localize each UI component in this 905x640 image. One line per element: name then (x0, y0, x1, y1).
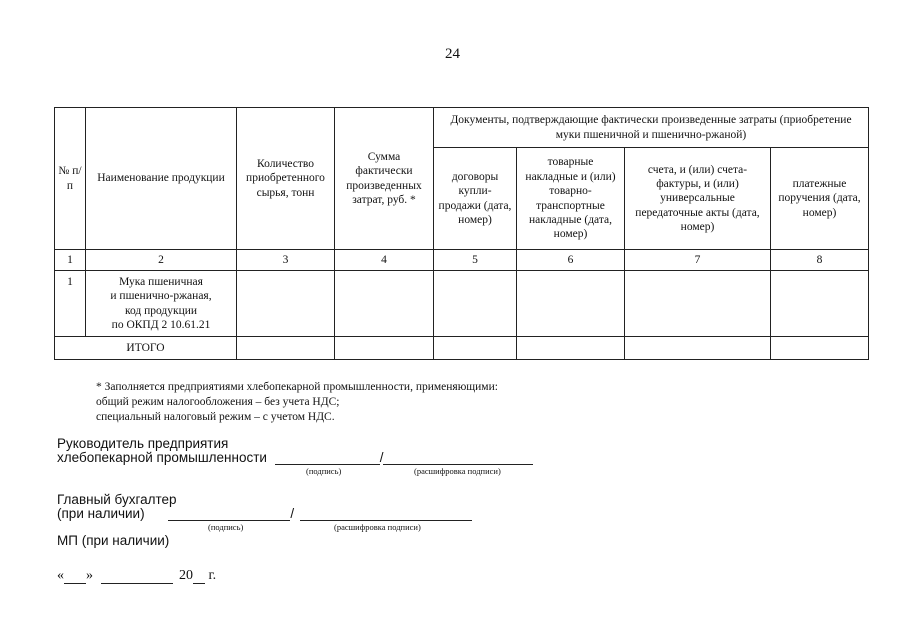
page-number: 24 (445, 46, 460, 62)
column-number: 4 (335, 250, 434, 271)
total-payments-cell[interactable] (771, 337, 869, 360)
total-waybills-cell[interactable] (517, 337, 625, 360)
head-signature-caption: (подпись) (306, 466, 342, 476)
accountant-signature-field[interactable] (168, 507, 290, 521)
total-contracts-cell[interactable] (434, 337, 517, 360)
total-quantity-cell[interactable] (237, 337, 335, 360)
row-sum-cell[interactable] (335, 271, 434, 337)
product-name-line: по ОКПД 2 10.61.21 (111, 318, 211, 331)
total-invoices-cell[interactable] (625, 337, 771, 360)
head-title-line-2: хлебопекарной промышленности (57, 450, 267, 465)
column-number: 8 (771, 250, 869, 271)
total-row (55, 337, 869, 360)
column-number: 6 (517, 250, 625, 271)
row-quantity-cell[interactable] (237, 271, 335, 337)
column-number-row (55, 250, 869, 271)
product-name-line: и пшенично-ржаная, (110, 290, 212, 303)
header-sum: Сумма фактически произведенных затрат, руб. * (335, 108, 434, 250)
header-invoices: счета, и (или) счета-фактуры, и (или) универсальные передаточные акты (дата, номер) (625, 148, 771, 250)
stamp-label: МП (при наличии) (57, 533, 170, 548)
total-label: ИТОГО (55, 337, 237, 360)
signature-separator: / (379, 450, 384, 465)
head-title-line-1: Руководитель предприятия (57, 436, 229, 451)
accountant-signature-caption: (подпись) (208, 522, 244, 532)
footnote-line: общий режим налогообложения – без учета НДС; (96, 396, 340, 408)
header-documents-group: Документы, подтверждающие фактически произведенные затраты (приобретение муки пшеничной и пшенично-ржаной) (434, 108, 869, 148)
accountant-title-line-2: (при наличии) (57, 506, 145, 521)
year-prefix: 20 (179, 568, 193, 583)
header-payments: платежные поручения (дата, номер) (771, 148, 869, 250)
head-signature-row (57, 450, 533, 465)
header-num: № п/п (55, 108, 86, 250)
header-waybills: товарные накладные и (или) товарно- транспортные накладные (дата, номер) (517, 148, 625, 250)
product-name-line: Мука пшеничная (119, 275, 203, 288)
column-number: 5 (434, 250, 517, 271)
row-payments-cell[interactable] (771, 271, 869, 337)
head-decoding-caption: (расшифровка подписи) (414, 466, 501, 476)
footnote (96, 380, 498, 425)
accountant-title-line-1: Главный бухгалтер (57, 492, 177, 507)
header-contracts: договоры купли- продажи (дата, номер) (434, 148, 517, 250)
header-row-1 (55, 108, 869, 148)
date-line (57, 568, 216, 584)
year-suffix: г. (208, 568, 217, 583)
footnote-line: специальный налоговый режим – с учетом НДС. (96, 411, 335, 423)
row-invoices-cell[interactable] (625, 271, 771, 337)
column-number: 2 (86, 250, 237, 271)
row-contracts-cell[interactable] (434, 271, 517, 337)
row-waybills-cell[interactable] (517, 271, 625, 337)
row-num: 1 (55, 271, 86, 337)
day-field[interactable] (64, 571, 86, 584)
product-name-line: код продукции (124, 304, 198, 317)
column-number: 7 (625, 250, 771, 271)
total-sum-cell[interactable] (335, 337, 434, 360)
accountant-decoding-field[interactable] (300, 507, 472, 521)
costs-table (54, 107, 869, 360)
date-close-quote: » (86, 568, 93, 583)
month-field[interactable] (101, 571, 173, 584)
accountant-decoding-caption: (расшифровка подписи) (334, 522, 421, 532)
accountant-signature-row (57, 506, 472, 521)
year-field[interactable] (193, 571, 205, 584)
column-number: 3 (237, 250, 335, 271)
head-signature-field[interactable] (275, 451, 380, 465)
date-open-quote: « (57, 568, 64, 583)
table-row (55, 271, 869, 337)
header-quantity: Количество приобретенного сырья, тонн (237, 108, 335, 250)
head-decoding-field[interactable] (383, 451, 533, 465)
row-product-name (86, 271, 237, 337)
signature-separator: / (290, 506, 295, 521)
footnote-line: * Заполняется предприятиями хлебопекарной промышленности, применяющими: (96, 381, 498, 393)
header-name: Наименование продукции (86, 108, 237, 250)
column-number: 1 (55, 250, 86, 271)
